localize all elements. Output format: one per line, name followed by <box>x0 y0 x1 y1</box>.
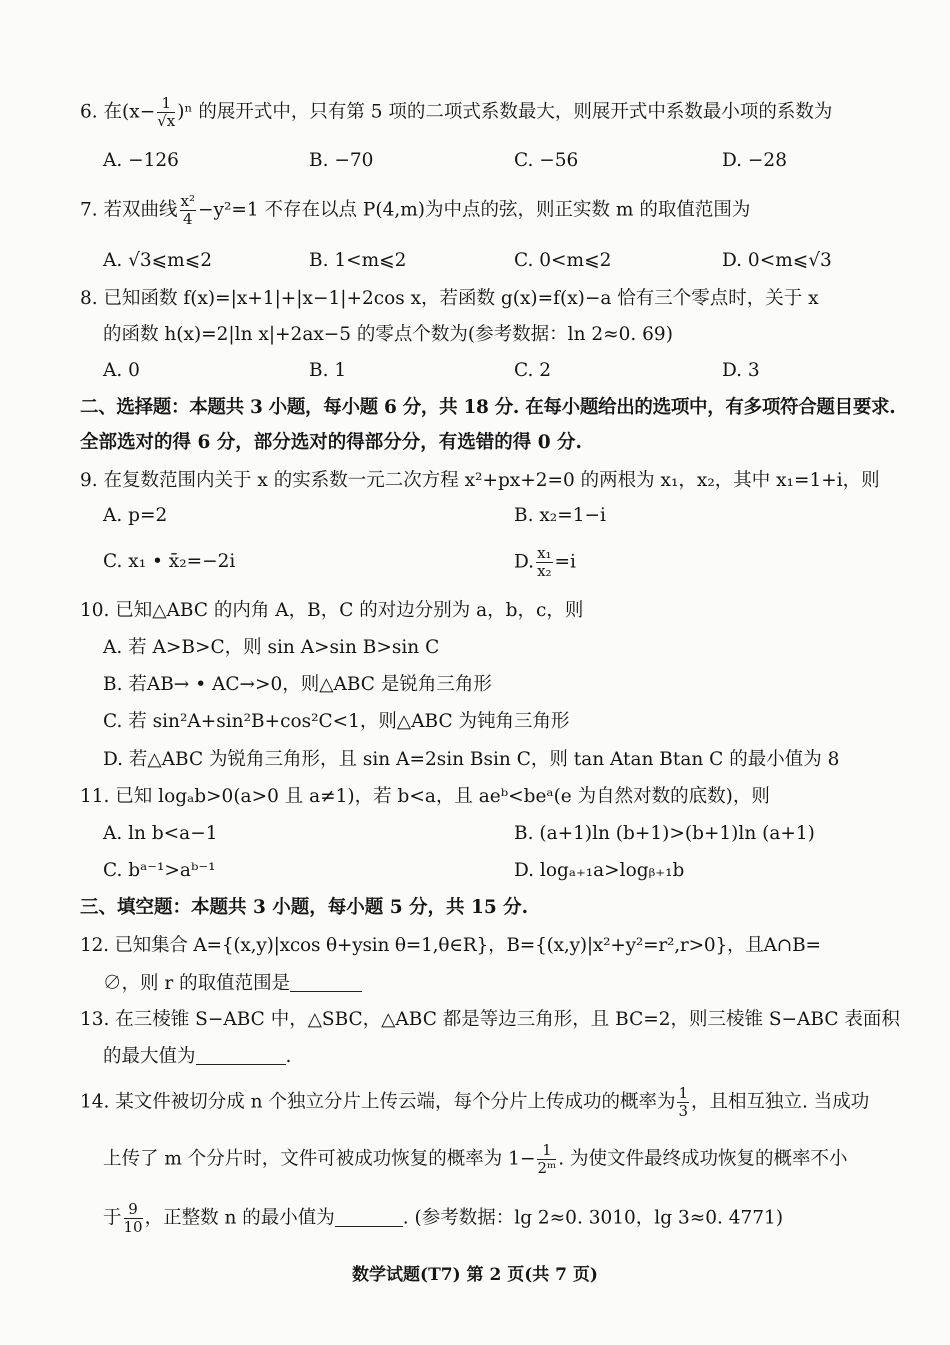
q14-line3 <box>103 1202 783 1235</box>
q14-line2 <box>103 1143 847 1176</box>
q14-line3-mid: ，正整数 n 的最小值为 <box>144 1207 335 1229</box>
q10-option-d: D. 若△ABC 为锐角三角形，且 sin A=2sin Bsin C，则 tan Atan Btan C 的最小值为 8 <box>103 749 840 770</box>
q9-option-d-fraction <box>536 546 552 579</box>
q9-option-d-post: =i <box>554 551 576 573</box>
q6-stem <box>80 96 832 129</box>
q14-line2-pre: 上传了 m 个分片时，文件可被成功恢复的概率为 1− <box>103 1148 536 1170</box>
q14-line2-num: 1 <box>537 1143 556 1160</box>
q6-expr-close: )ⁿ <box>177 101 193 123</box>
section2-note: 全部选对的得 6 分，部分选对的得部分分，有选错的得 0 分. <box>80 432 582 453</box>
q11-stem: 11. 已知 logₐb>0(a>0 且 a≠1)，若 b<a，且 aeᵇ<beᵃ(e 为自然对数的底数)，则 <box>80 786 770 807</box>
q11-option-a: A. ln b<a−1 <box>103 823 218 844</box>
q6-frac-num: 1 <box>157 96 175 113</box>
q6-frac-den: √x <box>157 112 176 130</box>
q7-option-b: B. 1<m⩽2 <box>309 250 407 271</box>
q7-post: −y²=1 不存在以点 P(4,m)为中点的弦，则正实数 m 的取值范围为 <box>198 199 751 221</box>
q10-option-b: B. 若AB→ • AC→>0，则△ABC 是锐角三角形 <box>103 674 492 695</box>
q7-fraction <box>180 194 196 227</box>
q7-option-c: C. 0<m⩽2 <box>514 250 612 271</box>
q9-stem: 9. 在复数范围内关于 x 的实系数一元二次方程 x²+px+2=0 的两根为 x₁，x₂，其中 x₁=1+i，则 <box>80 470 880 491</box>
q7-option-d: D. 0<m⩽√3 <box>722 250 832 271</box>
q9-option-b: B. x₂=1−i <box>514 505 606 526</box>
q14-line1-num: 1 <box>678 1084 689 1102</box>
q14-line2-fraction <box>537 1143 556 1176</box>
q14-line3-fraction <box>124 1202 143 1235</box>
q14-line1-den: 3 <box>678 1102 689 1120</box>
q8-option-b: B. 1 <box>309 360 347 381</box>
section2-heading: 二、选择题：本题共 3 小题，每小题 6 分，共 18 分. 在每小题给出的选项中，有多项符合题目要求. <box>80 397 896 418</box>
q12-line1: 12. 已知集合 A={(x,y)|xcos θ+ysin θ=1,θ∈R}，B={(x,y)|x²+y²=r²,r>0}，且A∩B= <box>80 935 821 956</box>
q13-line1: 13. 在三棱锥 S−ABC 中，△SBC，△ABC 都是等边三角形，且 BC=2，则三棱锥 S−ABC 表面积 <box>80 1009 900 1030</box>
q6-option-a: A. −126 <box>103 150 179 171</box>
q14-line3-den: 10 <box>123 1218 143 1236</box>
q6-post: 的展开式中，只有第 5 项的二项式系数最大，则展开式中系数最小项的系数为 <box>198 101 833 123</box>
q14-line2-den: 2ᵐ <box>537 1159 557 1177</box>
q13-line2-post: . <box>285 1046 292 1067</box>
q11-option-b: B. (a+1)ln (b+1)>(b+1)ln (a+1) <box>514 823 815 844</box>
q6-expr-open: (x− <box>122 101 156 123</box>
q8-line2: 的函数 h(x)=2|ln x|+2ax−5 的零点个数为(参考数据：ln 2≈0. 69) <box>103 324 673 345</box>
q6-pre: 6. 在 <box>80 101 123 123</box>
q7-frac-num: x² <box>180 192 196 210</box>
q9-option-d-label: D. <box>514 551 535 573</box>
q7-option-a: A. √3⩽m⩽2 <box>103 250 212 271</box>
q11-option-c: C. bᵃ⁻¹>aᵇ⁻¹ <box>103 860 216 881</box>
q13-answer-blank[interactable] <box>196 1046 286 1065</box>
q8-line1: 8. 已知函数 f(x)=|x+1|+|x−1|+2cos x，若函数 g(x)=f(x)−a 恰有三个零点时，关于 x <box>80 288 819 309</box>
q14-line1-fraction <box>677 1086 689 1119</box>
q6-option-c: C. −56 <box>514 150 579 171</box>
q6-option-b: B. −70 <box>309 150 374 171</box>
section3-heading: 三、填空题：本题共 3 小题，每小题 5 分，共 15 分. <box>80 897 529 918</box>
q14-line3-post: . (参考数据：lg 2≈0. 3010，lg 3≈0. 4771) <box>402 1207 784 1229</box>
q14-line3-num: 9 <box>124 1202 143 1219</box>
q8-option-a: A. 0 <box>103 360 140 381</box>
q14-line1 <box>80 1086 869 1119</box>
q9-option-d-den: x₂ <box>537 562 552 580</box>
q9-option-d-num: x₁ <box>537 544 552 562</box>
q6-fraction <box>157 96 175 129</box>
q6-option-d: D. −28 <box>722 150 787 171</box>
q8-option-d: D. 3 <box>722 360 760 381</box>
q9-option-d <box>514 546 576 579</box>
q14-answer-blank[interactable] <box>335 1208 403 1227</box>
q11-option-d: D. logₐ₊₁a>logᵦ₊₁b <box>514 860 685 881</box>
q14-line3-pre: 于 <box>103 1207 122 1229</box>
q14-line2-post: . 为使文件最终成功恢复的概率不小 <box>558 1148 848 1170</box>
q7-pre: 7. 若双曲线 <box>80 199 178 221</box>
q9-option-a: A. p=2 <box>103 505 168 526</box>
q13-line2-pre: 的最大值为 <box>103 1046 196 1067</box>
q12-answer-blank[interactable] <box>290 973 362 992</box>
q10-option-c: C. 若 sin²A+sin²B+cos²C<1，则△ABC 为钝角三角形 <box>103 711 570 732</box>
q10-stem: 10. 已知△ABC 的内角 A，B，C 的对边分别为 a，b，c，则 <box>80 600 584 621</box>
page-footer: 数学试题(T7) 第 2 页(共 7 页) <box>352 1265 598 1285</box>
q12-line2-text: ∅，则 r 的取值范围是 <box>103 973 291 994</box>
q13-line2 <box>103 1046 291 1067</box>
q7-frac-den: 4 <box>183 210 193 228</box>
q12-line2 <box>103 973 362 994</box>
q9-option-c: C. x₁ • x̄₂=−2i <box>103 551 236 572</box>
q10-option-a: A. 若 A>B>C，则 sin A>sin B>sin C <box>103 637 440 658</box>
q7-stem <box>80 194 750 227</box>
q14-line1-pre: 14. 某文件被切分成 n 个独立分片上传云端，每个分片上传成功的概率为 <box>80 1091 676 1113</box>
q14-line1-post: ，且相互独立. 当成功 <box>691 1091 870 1113</box>
q8-option-c: C. 2 <box>514 360 552 381</box>
